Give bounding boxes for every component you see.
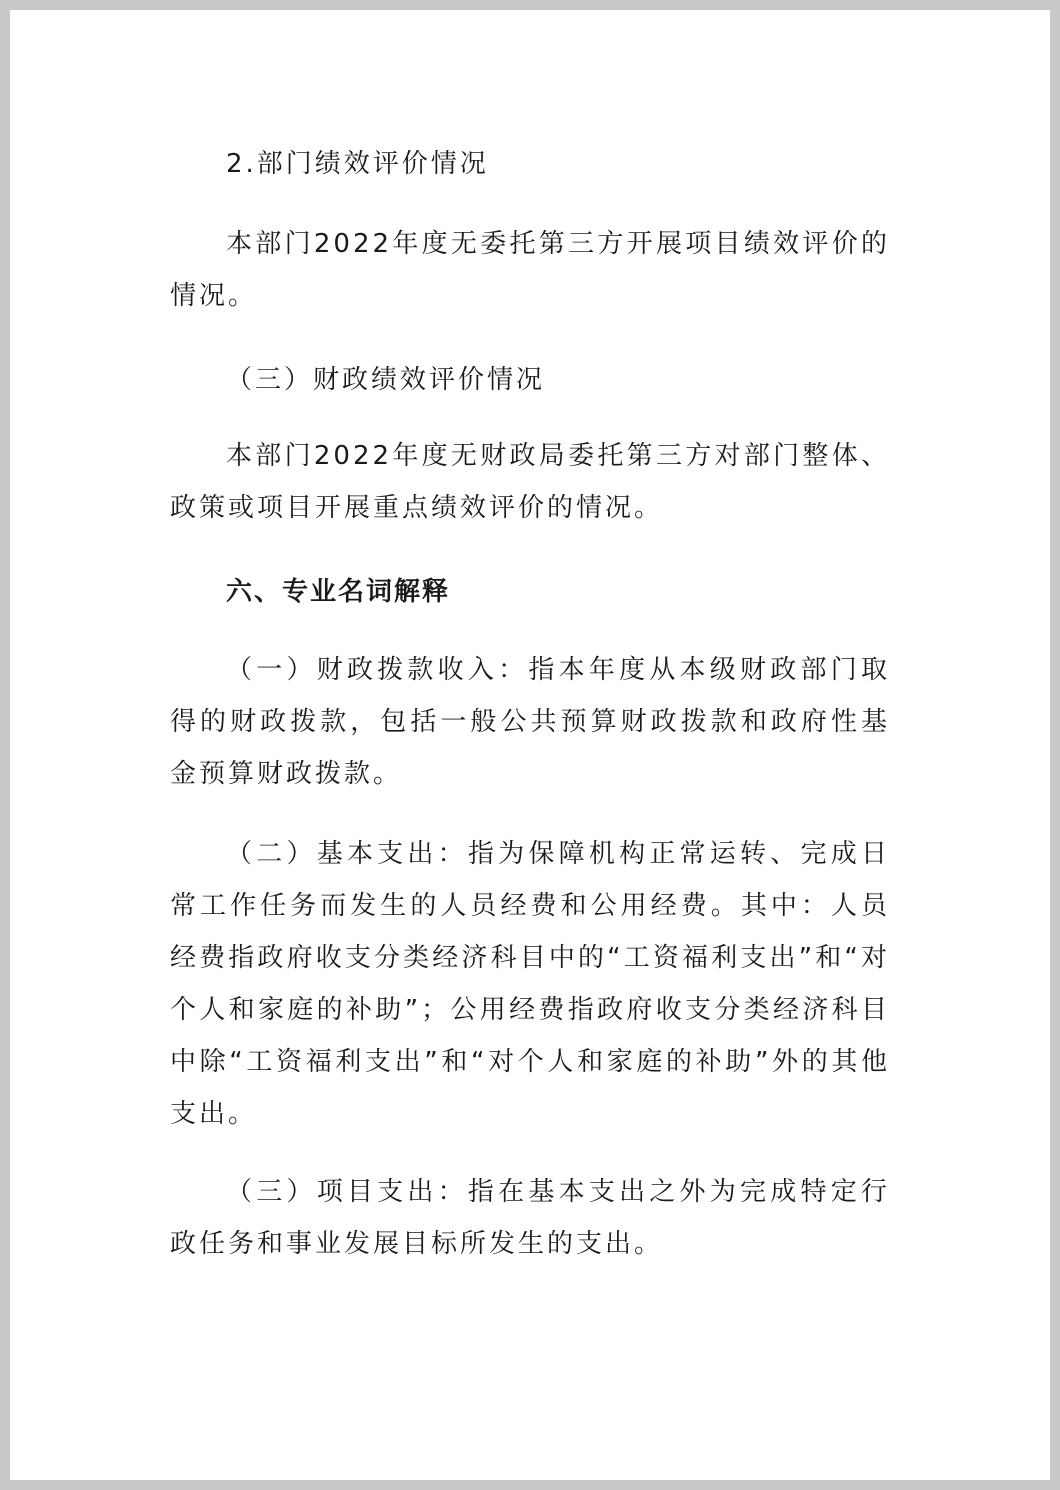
fiscal-eval-body: 本部门2022年度无财政局委托第三方对部门整体、政策或项目开展重点绩效评价的情况。 — [170, 441, 890, 523]
glossary-item-project-expenditure: （三）项目支出：指在基本支出之外为完成特定行政任务和事业发展目标所发生的支出。 — [170, 1177, 890, 1259]
document-page — [10, 10, 1050, 1480]
dept-eval-body: 本部门2022年度无委托第三方开展项目绩效评价的情况。 — [170, 229, 890, 311]
dept-eval-title: 2.部门绩效评价情况 — [226, 149, 489, 179]
fiscal-eval-title: （三）财政绩效评价情况 — [226, 365, 546, 395]
glossary-item-fiscal-income: （一）财政拨款收入：指本年度从本级财政部门取得的财政拨款，包括一般公共预算财政拨款和政府性基金预算财政拨款。 — [170, 655, 890, 789]
glossary-title: 六、专业名词解释 — [226, 577, 451, 607]
glossary-item-basic-expenditure: （二）基本支出：指为保障机构正常运转、完成日常工作任务而发生的人员经费和公用经费。其中：人员经费指政府收支分类经济科目中的“工资福利支出”和“对个人和家庭的补助”；公用经费指政府收支分类经济科目中除“工资福利支出”和“对个人和家庭的补助”外的其他支出。 — [170, 839, 890, 1129]
